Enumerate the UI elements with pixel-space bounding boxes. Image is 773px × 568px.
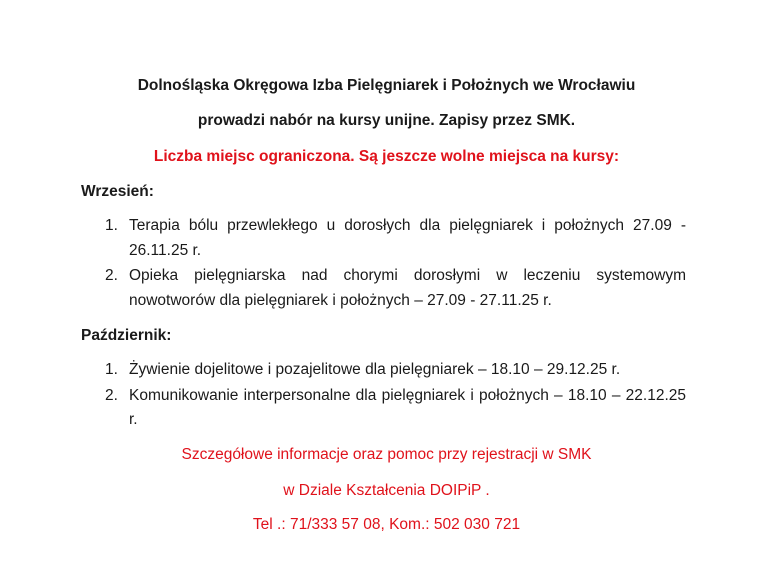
october-heading: Październik: [81, 327, 172, 344]
contact-phone: Tel .: 71/333 57 08, Kom.: 502 030 721 [252, 516, 521, 533]
title-line-2: prowadzi nabór na kursy unijne. Zapisy przez SMK. [197, 112, 576, 129]
october-course-list [81, 358, 686, 434]
september-course-list [81, 214, 686, 314]
list-item-text: Żywienie dojelitowe i pozajelitowe dla pielęgniarek – 18.10 – 29.12.25 r. [129, 361, 621, 378]
list-item [81, 384, 686, 433]
list-item-text: Komunikowanie interpersonalne dla pielęgniarek i położnych – 18.10 – 22.12.25 r. [129, 386, 686, 428]
availability-notice: Liczba miejsc ograniczona. Są jeszcze wolne miejsca na kursy: [153, 148, 620, 165]
list-item-text: Opieka pielęgniarska nad chorymi dorosłymi w leczeniu systemowym nowotworów dla pielęgniarek i położnych – 27.09 - 27.11.25 r. [129, 267, 686, 309]
title-line-1: Dolnośląska Okręgowa Izba Pielęgniarek i Położnych we Wrocławiu [137, 77, 636, 94]
list-item-number: 1. [105, 217, 118, 234]
list-item [81, 358, 686, 383]
info-line-1: Szczegółowe informacje oraz pomoc przy rejestracji w SMK [181, 446, 592, 463]
list-item-number: 2. [105, 267, 118, 284]
list-item-number: 2. [105, 386, 118, 404]
list-item [81, 214, 686, 263]
list-item-text: Terapia bólu przewlekłego u dorosłych dla pielęgniarek i położnych 27.09 - 26.11.25 r. [129, 217, 686, 259]
list-item [81, 264, 686, 313]
september-heading: Wrzesień: [81, 183, 154, 200]
info-line-2: w Dziale Kształcenia DOIPiP . [283, 482, 490, 499]
list-item-number: 1. [105, 361, 118, 378]
